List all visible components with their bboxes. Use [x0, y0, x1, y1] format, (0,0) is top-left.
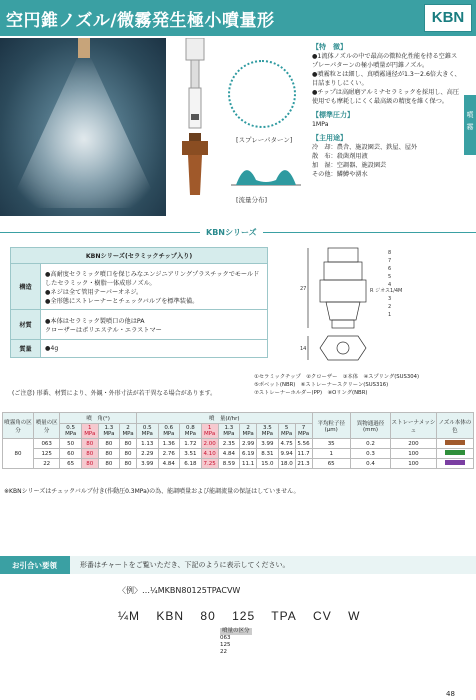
capacity-cell: 7.25 [201, 459, 218, 469]
legend-line: ⑦ストレーナーホルダー(PP) ⑧Oリング(NBR) [254, 390, 368, 396]
table-row [3, 449, 474, 459]
model-part: KBN [156, 609, 185, 623]
page-number: 48 [446, 690, 455, 698]
angle-cell: 80 [81, 449, 98, 459]
dimension-label: 27 [300, 286, 307, 292]
col-angle: 噴 角(°) [60, 413, 137, 424]
cap-pressure: 1 MPa [201, 424, 218, 439]
part-number: 5 [388, 274, 392, 280]
mean-droplet-cell: 35 [312, 439, 350, 449]
parts-legend [254, 373, 464, 397]
series-note: (ご注意) 形番、材質により、外観・外形寸法が若干異なる場合があります。 [12, 390, 217, 397]
cap-pressure: 0.5 MPa [136, 424, 158, 439]
angle-cell: 50 [60, 439, 81, 449]
angle-cell: 80 [120, 439, 137, 449]
product-code-box [424, 4, 472, 32]
angle-pressure: 1 MPa [81, 424, 98, 439]
capacity-cell: 2.00 [201, 439, 218, 449]
capacity-cell: 6.19 [240, 449, 257, 459]
capacity-cell: 2.99 [240, 439, 257, 449]
part-number: 8 [388, 250, 392, 256]
capacity-code-cell: 22 [33, 459, 60, 469]
cap-pressure: 0.8 MPa [180, 424, 202, 439]
order-instructions: 形番はチャートをご覧いただき、下記のように表示してください。 [80, 561, 290, 569]
use-item: 加 湿：空調器、施設園芸 [312, 162, 387, 169]
spray-pattern-graphic [228, 60, 296, 128]
cap-pressure: 0.6 MPa [158, 424, 180, 439]
dimension-label: 14 [300, 346, 307, 352]
capacity-cell: 3.51 [180, 449, 202, 459]
series-title: KBNシリーズ [200, 227, 263, 238]
product-code: KBN [431, 9, 465, 26]
performance-table [2, 412, 474, 469]
model-breakdown [118, 609, 360, 623]
page-title: 空円錐ノズル/微霧発生極小噴量形 [6, 11, 275, 31]
capacity-cell: 11.1 [240, 459, 257, 469]
angle-cell: 80 [120, 459, 137, 469]
use-item: 散 布：殺菌剤用液 [312, 153, 368, 160]
mean-droplet-cell: 1 [312, 449, 350, 459]
angle-class-cell: 80 [3, 439, 34, 469]
order-example: 〈例〉…¼MKBN80125TPACVW [118, 586, 241, 595]
color-swatch [445, 440, 465, 445]
model-part: TPA [271, 609, 297, 623]
part-number: 6 [388, 266, 392, 272]
part-number: 2 [388, 304, 392, 310]
angle-pressure: 0.5 MPa [60, 424, 81, 439]
feature-item: ●チップは高耐磨アルミナセラミックを採用し、高圧使用でも摩耗しにくく最高級の精度を維く保つ。 [312, 89, 460, 105]
capacity-cell: 5.56 [295, 439, 312, 449]
order-tab-label: お引合い要領 [12, 561, 57, 570]
thread-label: R ジオス1/4M [370, 288, 403, 294]
use-item: 冷 却：農舎、施設園芸、鉄屋、屋外 [312, 144, 418, 151]
cap-pressure: 5 MPa [278, 424, 295, 439]
capacity-cell: 1.72 [180, 439, 202, 449]
capacity-options [220, 628, 252, 656]
capacity-cell: 4.10 [201, 449, 218, 459]
part-number: 7 [388, 258, 392, 264]
model-part: ¼M [118, 609, 141, 623]
capacity-cell: 18.0 [278, 459, 295, 469]
table-row [3, 459, 474, 469]
model-part: W [348, 609, 361, 623]
capacity-cell: 9.94 [278, 449, 295, 459]
col-free-passage: 異物通過径(mm) [350, 413, 390, 439]
capacity-cell: 4.84 [158, 459, 180, 469]
part-number: 1 [388, 312, 392, 318]
legend-line: ⑤ボベット(NBR) ⑥ストレーナースクリーン(SUS316) [254, 382, 389, 388]
capacity-cell: 1.36 [158, 439, 180, 449]
capacity-cell: 4.84 [218, 449, 240, 459]
features-section [312, 42, 462, 179]
capacity-cell: 11.7 [295, 449, 312, 459]
body-color-cell [436, 459, 473, 469]
capacity-option: 22 [220, 649, 227, 655]
body-color-cell [436, 439, 473, 449]
free-passage-cell: 0.2 [350, 439, 390, 449]
angle-cell: 80 [98, 439, 119, 449]
spec-row-text: ●高耐度セラミック噴口を保じみなエンジニアリングプラスチックでモールドしたセラミック・樹脂一体成形ノズル。 ●ネジは全て管用テーパーオネジ。 ●全形態にストレーナーとチェックバルブを標準装備。 [41, 264, 268, 310]
capacity-cell: 2.35 [218, 439, 240, 449]
angle-pressure: 1.3 MPa [98, 424, 119, 439]
color-swatch [445, 450, 465, 455]
cap-pressure: 7 MPa [295, 424, 312, 439]
features-heading: 【特 徴】 [312, 43, 347, 51]
angle-cell: 65 [60, 459, 81, 469]
model-part: CV [313, 609, 332, 623]
capacity-option: 063 [220, 635, 231, 641]
capacity-options-title: 噴量の区分 [222, 628, 250, 634]
capacity-cell: 8.59 [218, 459, 240, 469]
capacity-cell: 4.75 [278, 439, 295, 449]
capacity-code-cell: 063 [33, 439, 60, 449]
capacity-cell: 3.99 [136, 459, 158, 469]
spray-mist-graphic [0, 38, 166, 216]
free-passage-cell: 0.4 [350, 459, 390, 469]
spec-row-label: 構造 [11, 264, 41, 310]
angle-cell: 80 [120, 449, 137, 459]
capacity-option: 125 [220, 642, 231, 648]
mesh-cell: 100 [391, 449, 437, 459]
mean-droplet-cell: 65 [312, 459, 350, 469]
capacity-cell: 3.99 [257, 439, 279, 449]
angle-cell: 80 [98, 449, 119, 459]
flow-distribution-graph [226, 150, 306, 190]
pressure-heading: 【標準圧力】 [312, 111, 354, 119]
cap-pressure: 1.3 MPa [218, 424, 240, 439]
feature-item: ●噴霧粒とは細し、真噴霧通径が1.3～2.6倍大きく、目詰まりしにくい。 [312, 71, 461, 87]
side-tab-char: 噴 [466, 111, 474, 119]
side-tab-char: 霧 [466, 123, 474, 131]
color-swatch [445, 460, 465, 465]
part-number: 3 [388, 296, 392, 302]
side-index-tab [464, 95, 476, 155]
feature-item: ●1流体ノズルの中で最高の微粒化性能を持る空錐スプレーパターンの極小噴量が円錐ノズル。 [312, 53, 458, 69]
angle-cell: 80 [81, 439, 98, 449]
part-number: 4 [388, 282, 392, 288]
col-capacity-class: 噴量の区分 [33, 413, 60, 439]
cap-pressure: 3.5 MPa [257, 424, 279, 439]
angle-cell: 60 [60, 449, 81, 459]
spray-pattern-caption: [スプレーパターン] [236, 136, 293, 144]
use-heading: 【主用途】 [312, 134, 347, 142]
spec-row-text: ●本体はセラミック製噴口の他はPA クローザーはポリエステル・エラストマー [41, 310, 268, 340]
spec-row-label: 材質 [11, 310, 41, 340]
technical-drawing [278, 240, 428, 370]
spec-row-text: ●4g [41, 340, 268, 358]
legend-line: ①セラミックチップ ②クローザー ③本体 ④スプリング(SUS304) [254, 374, 420, 380]
spec-row-label: 質量 [11, 340, 41, 358]
col-spray-angle-class: 噴霧角の区分 [3, 413, 34, 439]
angle-cell: 80 [98, 459, 119, 469]
model-part: 80 [200, 609, 216, 623]
capacity-code-cell: 125 [33, 449, 60, 459]
mesh-cell: 100 [391, 459, 437, 469]
nozzle-illustration [180, 38, 210, 198]
body-color-cell [436, 449, 473, 459]
col-body-color: ノズル本体の色 [436, 413, 473, 439]
pressure-value: 1MPa [312, 121, 329, 128]
capacity-cell: 15.0 [257, 459, 279, 469]
capacity-cell: 6.18 [180, 459, 202, 469]
capacity-cell: 21.3 [295, 459, 312, 469]
col-mean-droplet: 平均粒子径(μm) [312, 413, 350, 439]
col-strainer-mesh: ストレーナメッシュ [391, 413, 437, 439]
capacity-cell: 2.76 [158, 449, 180, 459]
capacity-cell: 8.31 [257, 449, 279, 459]
capacity-cell: 1.13 [136, 439, 158, 449]
cap-pressure: 2 MPa [240, 424, 257, 439]
table-row [3, 439, 474, 449]
col-capacity: 噴 量(ℓ/hr) [136, 413, 312, 424]
spec-table [10, 247, 268, 358]
capacity-cell: 2.29 [136, 449, 158, 459]
free-passage-cell: 0.3 [350, 449, 390, 459]
flow-distribution-caption: [流量分布] [236, 196, 268, 204]
angle-cell: 80 [81, 459, 98, 469]
use-item: その他：鱗鱒や湧水 [312, 171, 368, 178]
mesh-cell: 200 [391, 439, 437, 449]
model-part: 125 [232, 609, 256, 623]
angle-pressure: 2 MPa [120, 424, 137, 439]
table-note: ※KBNシリーズはチェックバルブ付き(作動圧0.3MPa)の為、能調噴量および能調流量の保証はしていません。 [4, 488, 300, 495]
spec-table-header: KBNシリーズ(セラミックチップ入り) [11, 248, 268, 264]
